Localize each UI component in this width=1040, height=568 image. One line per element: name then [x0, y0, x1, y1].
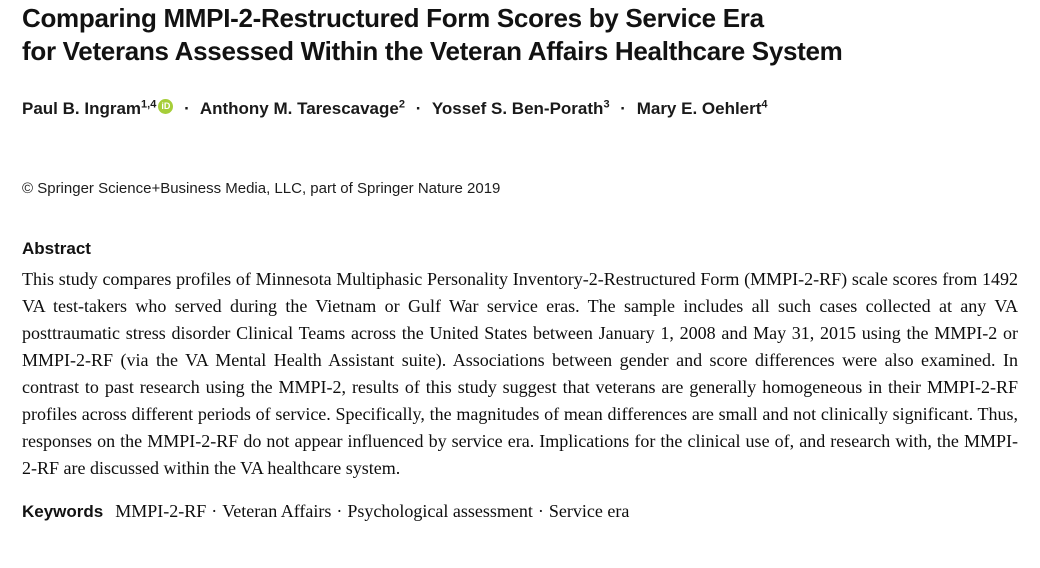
author-4-affiliation-sup: 4 — [761, 98, 768, 111]
author-line — [22, 99, 1018, 119]
abstract-heading: Abstract — [22, 239, 91, 258]
author-separator: · — [415, 99, 422, 118]
author-3-name: Yossef S. Ben-Porath — [431, 99, 604, 118]
author-2-affiliation-sup: 2 — [398, 98, 405, 111]
paper-title — [22, 2, 1018, 68]
keyword-2: Veteran Affairs — [222, 501, 332, 521]
author-separator: · — [620, 99, 626, 118]
keyword-1: MMPI-2-RF — [115, 501, 207, 521]
author-2-name: Anthony M. Tarescavage — [199, 99, 399, 118]
keywords-line — [22, 501, 1018, 522]
copyright-line: © Springer Science+Business Media, LLC, part of Springer Nature 2019 — [22, 180, 501, 197]
author-1-affiliation-sup: 1,4 — [141, 98, 157, 111]
author-4-name: Mary E. Oehlert — [636, 99, 762, 118]
paper-title-line1: Comparing MMPI-2-Restructured Form Scores by Service Era — [22, 3, 764, 33]
keyword-separator: · — [336, 501, 343, 521]
paper-title-line2: for Veterans Assessed Within the Veteran Affairs Healthcare System — [22, 36, 843, 66]
author-separator: · — [184, 99, 190, 118]
author-1-name: Paul B. Ingram — [22, 99, 142, 118]
keyword-separator: · — [537, 501, 544, 521]
author-2 — [200, 99, 405, 118]
orcid-icon-label: iD — [161, 101, 171, 111]
author-4 — [637, 99, 768, 118]
keywords-label: Keywords — [22, 502, 104, 521]
keyword-separator: · — [211, 501, 218, 521]
author-1 — [22, 99, 173, 118]
abstract-text: This study compares profiles of Minnesota Multiphasic Personality Inventory-2-Restructured Form (MMPI-2-RF) scale scores from 1492 VA test-takers who served during the Vietnam or Gulf War service eras. The sample includes all such cases collected at any VA posttraumatic stress disorder Clinical Teams across the United States between January 1, 2008 and May 31, 2015 using the MMPI-2 or MMPI-2-RF (via the VA Mental Health Assistant suite). Associations between gender and score differences were also examined. In contrast to past research using the MMPI-2, results of this study suggest that veterans are generally homogeneous in their MMPI-2-RF profiles across different periods of service. Specifically, the magnitudes of mean differences are small and not clinically significant. Thus, responses on the MMPI-2-RF do not appear influenced by service era. Implications for the clinical use of, and research with, the MMPI-2-RF are discussed within the VA healthcare system. — [22, 269, 1018, 478]
author-3 — [432, 99, 610, 118]
keyword-4: Service era — [548, 501, 630, 521]
keyword-3: Psychological assessment — [347, 501, 533, 521]
orcid-icon[interactable] — [158, 99, 173, 114]
author-3-affiliation-sup: 3 — [603, 98, 610, 111]
